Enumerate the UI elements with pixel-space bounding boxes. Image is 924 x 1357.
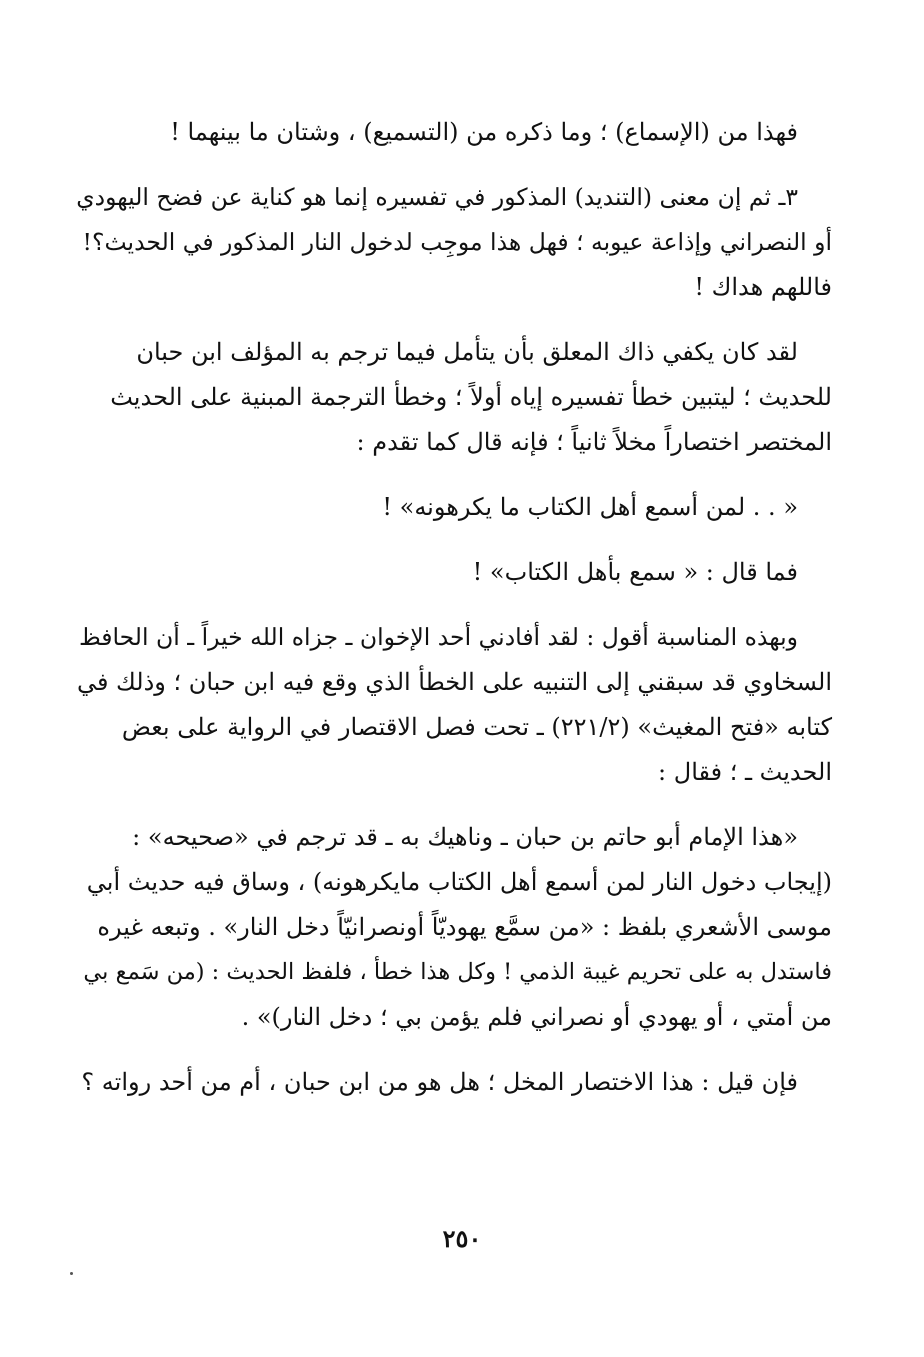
text-line: من أمتي ، أو يهودي أو نصراني فلم يؤمن بي ؛ دخل النار)» .: [241, 1003, 832, 1031]
text-line: فاستدل به على تحريم غيبة الذمي ! وكل هذا خطأ ، فلفظ الحديث : (من سَمع بي: [83, 959, 832, 985]
quote-not-said: [74, 550, 832, 595]
text-line: «هذا الإمام أبو حاتم بن حبان ـ وناهيك به ـ قد ترجم في «صحيحه» :: [132, 823, 798, 851]
text-line: كتابه «فتح المغيث» (٢٢١/٢) ـ تحت فصل الاقتصار في الرواية على بعض: [121, 713, 832, 741]
paragraph-conclusion: [74, 110, 832, 155]
paragraph-point-3: [74, 175, 832, 310]
quote-sakhawi: [74, 815, 832, 1040]
paragraph-sakhawi: [74, 615, 832, 795]
text-line: « . . لمن أسمع أهل الكتاب ما يكرهونه» !: [382, 493, 798, 521]
text-line: السخاوي قد سبقني إلى التنبيه على الخطأ الذي وقع فيه ابن حبان ؛ وذلك في: [76, 668, 832, 696]
paragraph-question: [74, 1060, 832, 1105]
text-line: (إيجاب دخول النار لمن أسمع أهل الكتاب مايكرهونه) ، وساق فيه حديث أبي: [86, 868, 832, 896]
text-line: فإن قيل : هذا الاختصار المخل ؛ هل هو من ابن حبان ، أم من أحد رواته ؟: [81, 1068, 798, 1096]
text-line: فما قال : « سمع بأهل الكتاب» !: [472, 558, 798, 586]
text-line: ٣ـ ثم إن معنى (التنديد) المذكور في تفسيره إنما هو كناية عن فضح اليهودي: [76, 183, 798, 211]
scan-speck: [70, 1272, 73, 1275]
text-line: الحديث ـ ؛ فقال :: [658, 758, 832, 786]
text-line: وبهذه المناسبة أقول : لقد أفادني أحد الإخوان ـ جزاه الله خيراً ـ أن الحافظ: [78, 623, 798, 651]
text-line: للحديث ؛ ليتبين خطأ تفسيره إياه أولاً ؛ وخطأ الترجمة المبنية على الحديث: [110, 383, 832, 411]
page-body: [74, 110, 832, 1290]
text-line: المختصر اختصاراً مخلاً ثانياً ؛ فإنه قال كما تقدم :: [356, 428, 832, 456]
text-line: فاللهم هداك !: [694, 273, 832, 301]
page-number: ٢٥٠: [442, 1224, 482, 1253]
text-line: لقد كان يكفي ذاك المعلق بأن يتأمل فيما ترجم به المؤلف ابن حبان: [136, 338, 798, 366]
paragraph-commentator-note: [74, 330, 832, 465]
text-line: فهذا من (الإسماع) ؛ وما ذكره من (التسميع) ، وشتان ما بينهما !: [170, 118, 798, 146]
quote-ibn-hibban-title: [74, 485, 832, 530]
text-line: موسى الأشعري بلفظ : «من سمَّع يهوديّاً أونصرانيّاً دخل النار» . وتبعه غيره: [97, 913, 832, 941]
text-line: أو النصراني وإذاعة عيوبه ؛ فهل هذا موجِب لدخول النار المذكور في الحديث؟!: [82, 228, 832, 256]
